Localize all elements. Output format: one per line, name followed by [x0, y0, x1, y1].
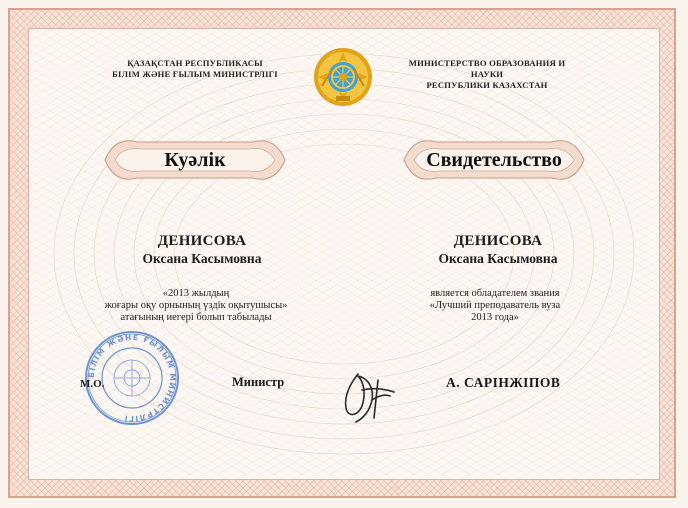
ministry-line: ҚАЗАҚСТАН РЕСПУБЛИКАСЫ [127, 58, 263, 68]
ministry-line: БІЛІМ ЖӘНЕ ҒЫЛЫМ МИНИСТРЛІГІ [112, 69, 278, 79]
state-emblem-icon [312, 46, 374, 108]
award-line: «2013 жылдың [162, 288, 230, 299]
ministry-line: МИНИСТЕРСТВО ОБРАЗОВАНИЯ И НАУКИ [408, 58, 566, 79]
recipient-name-kz [82, 232, 322, 267]
minister-title: Министр [232, 375, 285, 389]
signer-name: А. САРІНЖІПОВ [446, 375, 561, 390]
handwritten-signature [328, 366, 408, 428]
award-line: является обладателем звания [430, 288, 560, 299]
title-plate-kz [101, 130, 289, 190]
recipient-surname: ДЕНИСОВА [157, 233, 247, 249]
award-line: 2013 года» [471, 312, 519, 323]
award-line: жоғары оқу орнының үздік оқытушысы» [104, 300, 288, 311]
award-line: «Лучший преподаватель вуза [429, 300, 561, 311]
stamp-text: БІЛІМ ЖӘНЕ ҒЫЛЫМ МИНИСТРЛІГІ [86, 332, 178, 424]
ministry-header-ru [392, 58, 582, 91]
award-text-kz [71, 288, 321, 324]
award-text-ru [370, 288, 620, 324]
ministry-line: РЕСПУБЛИКИ КАЗАХСТАН [426, 80, 548, 90]
ministry-header-kz [100, 58, 290, 80]
recipient-surname: ДЕНИСОВА [453, 233, 543, 249]
seal-place-label: М.О. [80, 378, 105, 390]
recipient-name-ru [378, 232, 618, 267]
award-line: атағының иегері болып табылады [120, 312, 272, 323]
certificate-title-kz: Куәлік [164, 148, 226, 171]
title-plate-ru [400, 130, 588, 190]
recipient-given-name: Оксана Касымовна [142, 251, 262, 266]
certificate-title-ru: Свидетельство [426, 148, 562, 171]
recipient-given-name: Оксана Касымовна [438, 251, 558, 266]
